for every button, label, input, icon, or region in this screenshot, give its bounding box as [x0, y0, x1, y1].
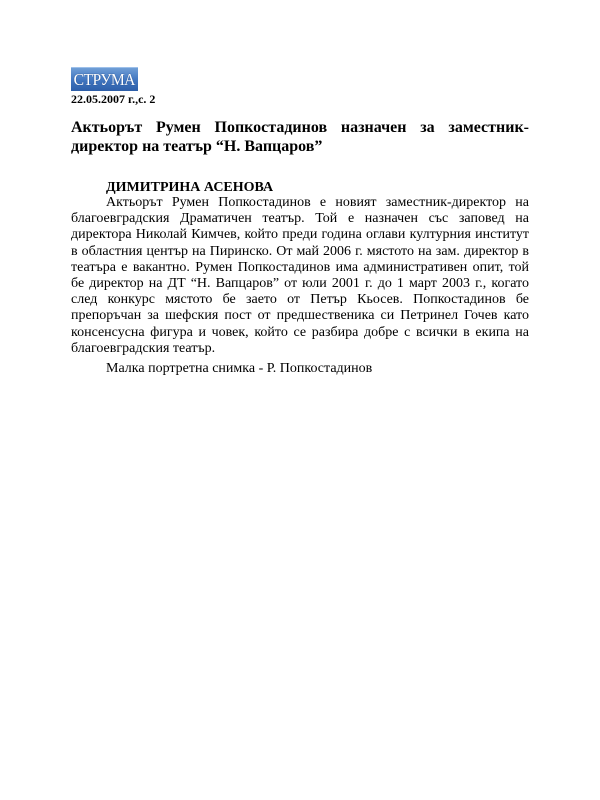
article-body: Актьорът Румен Попкостадинов е новият заместник-директор на благоевградския Драматичен театър. Той е назначен със заповед на директора Николай Кимчев, който преди година оглави културния институт в областния център на Пиринско. От май 2006 г. мястото на зам. директор в театъра е вакантно. Румен Попкостадинов има административен опит, той бе директор на ДТ “Н. Вапцаров” от юли 2001 г. до 1 март 2003 г., когато след конкурс мястото бе заето от Петър Кьосев. Попкостадинов бе препоръчан за шефския пост от предшественика си Петринел Гочев като консенсусна фигура и човек, който се разбира добре с всички в екипа на благоевградския театър.	[71, 195, 529, 356]
article-headline: Актьорът Румен Попкостадинов назначен за заместник-директор на театър “Н. Вапцаров”	[71, 119, 529, 155]
newspaper-logo-text: СТРУМА	[73, 70, 136, 89]
photo-caption: Малка портретна снимка - Р. Попкостадинов	[106, 361, 373, 376]
issue-date: 22.05.2007 г.,с. 2	[71, 92, 156, 106]
article-author: ДИМИТРИНА АСЕНОВА	[106, 180, 274, 195]
newspaper-logo	[71, 67, 138, 91]
